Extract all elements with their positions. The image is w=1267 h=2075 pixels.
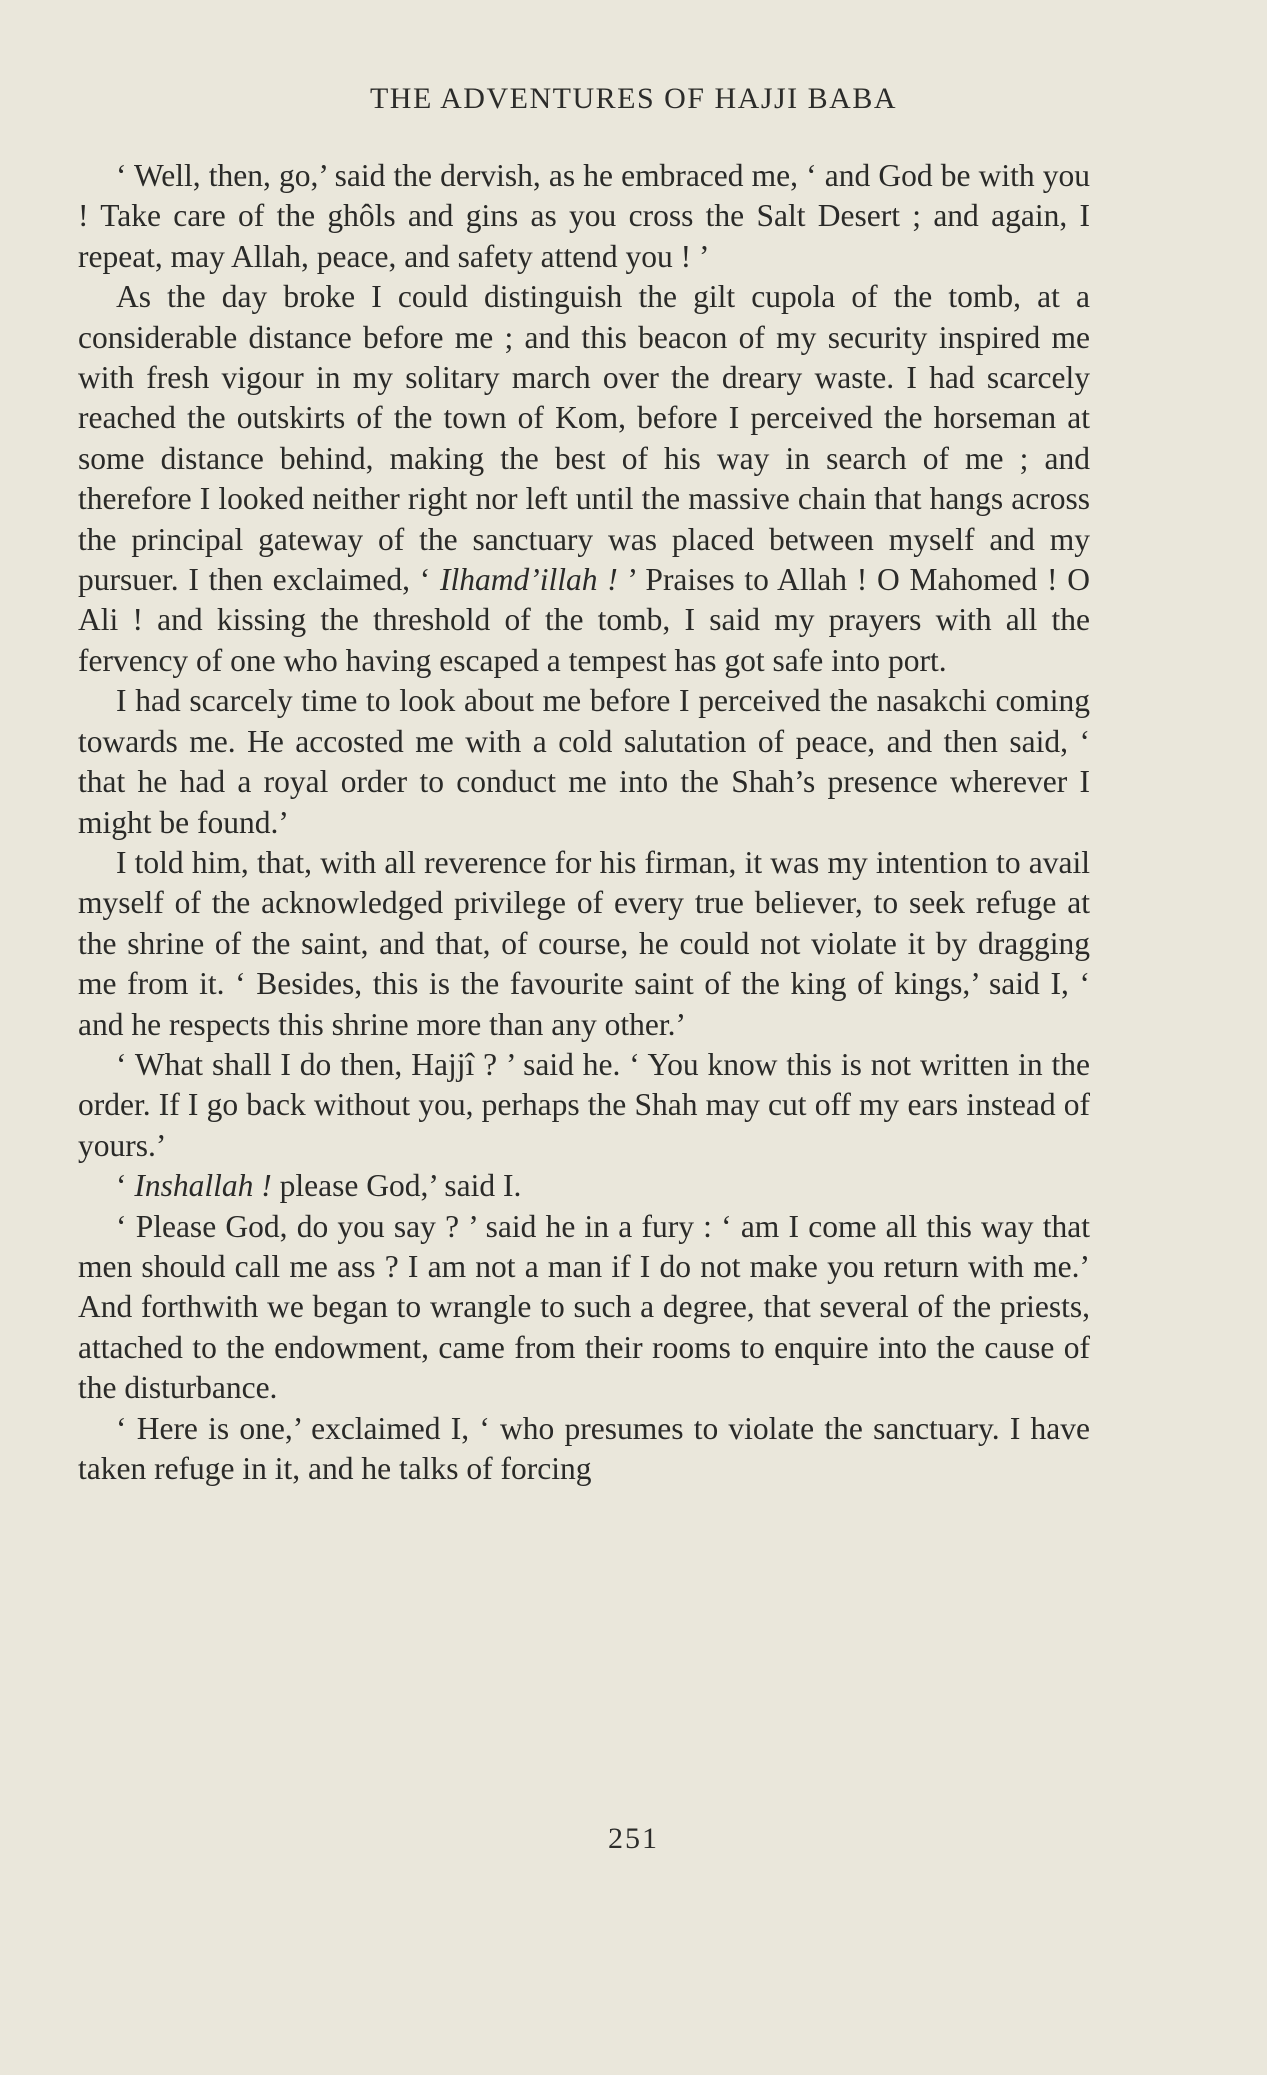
text-run: ’ Praises to Allah ! O Mahomed ! O Ali ! and kissing the threshold of the tomb, I said my prayers with all the fervency of one who having escaped a tempest has got safe into port. (78, 562, 1090, 678)
text-run: ‘ Here is one,’ exclaimed I, ‘ who presumes to violate the sanctuary. I have taken refuge in it, and he talks of forcing (78, 1410, 1090, 1486)
paragraph-6 (78, 1166, 1090, 1206)
paragraph-2 (78, 277, 1090, 681)
text-run: please God,’ said I. (271, 1168, 522, 1204)
text-run: I had scarcely time to look about me before I perceived the nasakchi coming towards me. He accosted me with a cold salutation of peace, and then said, ‘ that he had a royal order to conduct me into the Shah’s presence wherever I might be found.’ (78, 683, 1090, 840)
page-number: 251 (608, 1822, 659, 1855)
text-run: ‘ (116, 1168, 135, 1204)
text-run: ‘ Please God, do you say ? ’ said he in a fury : ‘ am I come all this way that men should call me ass ? I am not a man if I do not make you return with me.’ And forthwith we began to wrangle to such a degree, that several of the priests, attached to the endowment, came from their rooms to enquire into the cause of the disturbance. (78, 1208, 1090, 1406)
paragraph-4 (78, 843, 1090, 1045)
running-head: THE ADVENTURES OF HAJJI BABA (369, 82, 898, 115)
text-run: ‘ Well, then, go,’ said the dervish, as he embraced me, ‘ and God be with you ! Take care of the ghôls and gins as you cross the Salt Desert ; and again, I repeat, may Allah, peace, and safety attend you ! ’ (78, 158, 1090, 274)
paragraph-5 (78, 1045, 1090, 1166)
italic-phrase: Ilhamd’illah ! (439, 562, 618, 598)
text-run: ‘ What shall I do then, Hajjî ? ’ said he. ‘ You know this is not written in the order. If I go back without you, perhaps the Shah may cut off my ears instead of yours.’ (78, 1046, 1090, 1163)
paragraph-7 (78, 1207, 1090, 1409)
paragraph-1 (78, 156, 1090, 277)
italic-phrase: Inshallah ! (134, 1168, 272, 1204)
paragraph-8 (78, 1409, 1090, 1490)
text-run: I told him, that, with all reverence for his firman, it was my intention to avail myself of the acknowledged privilege of every true believer, to seek refuge at the shrine of the saint, and that, of course, he could not violate it by dragging me from it. ‘ Besides, this is the favourite saint of the king of kings,’ said I, ‘ and he respects this shrine more than any other.’ (78, 844, 1090, 1042)
text-run: As the day broke I could distinguish the gilt cupola of the tomb, at a considerable distance before me ; and this beacon of my security inspired me with fresh vigour in my solitary march over the dreary waste. I had scarcely reached the outskirts of the town of Kom, before I perceived the horseman at some distance behind, making the best of his way in search of me ; and therefore I looked neither right nor left until the massive chain that hangs across the principal gateway of the sanctuary was placed between myself and my pursuer. I then exclaimed, ‘ (78, 279, 1090, 598)
body-text (78, 156, 1090, 1489)
paragraph-3 (78, 681, 1090, 843)
